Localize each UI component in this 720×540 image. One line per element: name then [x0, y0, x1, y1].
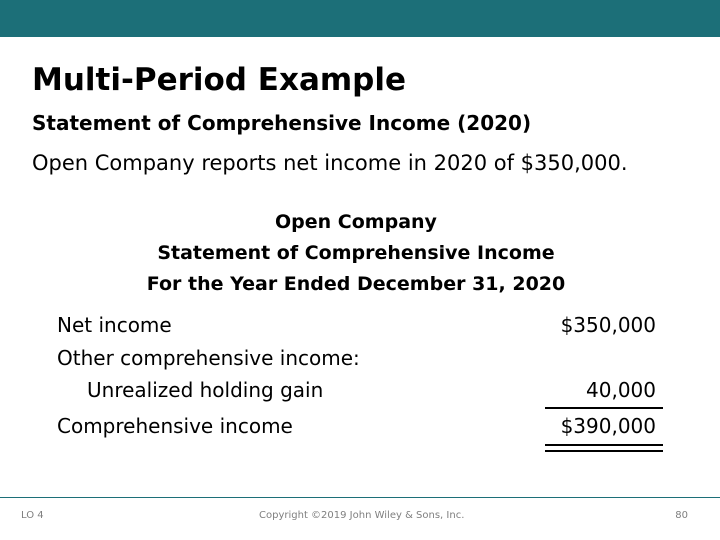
footer-copyright: Copyright ©2019 John Wiley & Sons, Inc.: [259, 510, 465, 521]
row-label-oci: Other comprehensive income:: [57, 346, 360, 370]
intro-text: Open Company reports net income in 2020 of $350,000.: [32, 151, 628, 175]
total-double-rule-top: [545, 444, 663, 446]
footer-lo: LO 4: [21, 510, 44, 521]
statement-company: Open Company: [275, 211, 437, 233]
total-double-rule-bottom: [545, 450, 663, 452]
row-value-net-income: $350,000: [560, 313, 656, 337]
header-band: [0, 0, 720, 37]
statement-header: [0, 207, 712, 300]
slide-subtitle: Statement of Comprehensive Income (2020): [32, 111, 532, 135]
statement-name: Statement of Comprehensive Income: [157, 242, 555, 264]
row-value-unrealized-gain: 40,000: [586, 378, 656, 402]
footer-page-number: 80: [675, 510, 688, 521]
subtotal-rule: [545, 407, 663, 409]
row-label-comprehensive-income: Comprehensive income: [57, 414, 293, 438]
footer-rule: [0, 497, 720, 498]
row-value-comprehensive-income: $390,000: [560, 414, 656, 438]
statement-period: For the Year Ended December 31, 2020: [146, 273, 566, 295]
slide-title: Multi-Period Example: [32, 62, 407, 98]
row-label-unrealized-gain: Unrealized holding gain: [87, 378, 324, 402]
row-label-net-income: Net income: [57, 313, 172, 337]
